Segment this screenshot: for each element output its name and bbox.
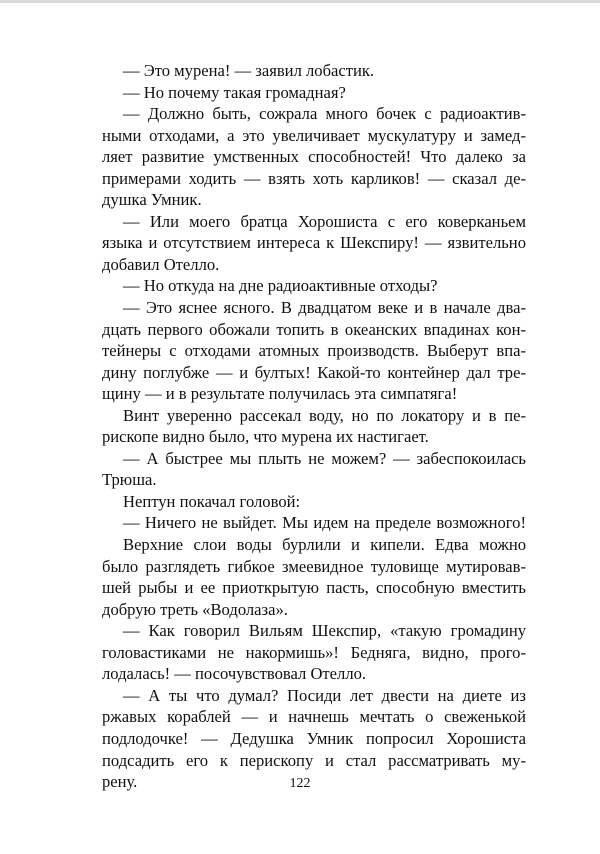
text-line: Трюша. (102, 470, 157, 490)
text-line: было разглядеть гибкое змеевидное туловище мутировав- (102, 556, 526, 576)
text-line: — А быстрее мы плыть не можем? — забеспокоилась (123, 448, 526, 468)
text-line: — Это мурена! — заявил лобастик. (123, 61, 375, 80)
text-line: дину поглубже — и бултых! Какой-то контейнер дал тре- (102, 362, 526, 382)
text-line: щину — и в результате получилась эта симпатяга! (102, 384, 458, 404)
text-line: Винт уверенно рассекал воду, но по локатору и в пе- (123, 405, 526, 425)
page-top-edge (0, 0, 600, 3)
page-body (102, 60, 526, 793)
text-line: — Но почему такая громадная? (123, 82, 346, 102)
text-line: рену. (102, 772, 138, 792)
text-line: — Как говорил Вильям Шекспир, «такую громадину (123, 621, 526, 641)
text-line: ными отходами, а это увеличивает мускулатуру и замед- (102, 125, 526, 145)
text-line: подлодочке! — Дедушка Умник попросил Хорошиста (102, 728, 526, 748)
text-line: ржавых кораблей — и начнешь мечтать о свеженькой (102, 707, 526, 727)
text-line: — Должно быть, сожрала много бочек с радиоактив- (123, 104, 526, 124)
text-line: — А ты что думал? Посиди лет двести на диете из (123, 685, 526, 705)
text-line: — Ничего не выйдет. Мы идем на пределе возможного! (123, 513, 526, 533)
text-line: рископе видно было, что мурена их настигает. (102, 427, 429, 447)
text-line: душка Умник. (102, 190, 202, 210)
text-line: дцать первого обожали топить в океанских впадинах кон- (102, 319, 526, 339)
text-line: добрую треть «Водолаза». (102, 599, 288, 619)
text-line: Нептун покачал головой: (123, 491, 301, 511)
text-line: шей рыбы и ее приоткрытую пасть, способную вместить (102, 578, 526, 598)
text-line: лодалась! — посочувствовал Отелло. (102, 664, 367, 684)
text-line: языка и отсутствием интереса к Шекспиру! — язвительно (102, 233, 526, 253)
text-line: — Но откуда на дне радиоактивные отходы? (123, 276, 438, 296)
text-line: подсадить его к перископу и стал рассматривать му- (102, 750, 526, 770)
text-line: — Или моего братца Хорошиста с его коверканьем (123, 211, 526, 231)
text-line: тейнеры с отходами атомных производств. Выберут впа- (102, 341, 526, 361)
text-line: примерами ходить — взять хоть карликов! — сказал де- (102, 168, 526, 188)
text-line: ляет развитие умственных способностей! Что далеко за (102, 147, 526, 167)
text-line: — Это яснее ясного. В двадцатом веке и в начале два- (123, 298, 526, 318)
text-line: головастиками не накормишь»! Бедняга, видно, прого- (102, 642, 526, 662)
page-number: 122 (289, 776, 311, 791)
text-line: добавил Отелло. (102, 254, 220, 274)
text-line: Верхние слои воды бурлили и кипели. Едва можно (123, 535, 526, 555)
